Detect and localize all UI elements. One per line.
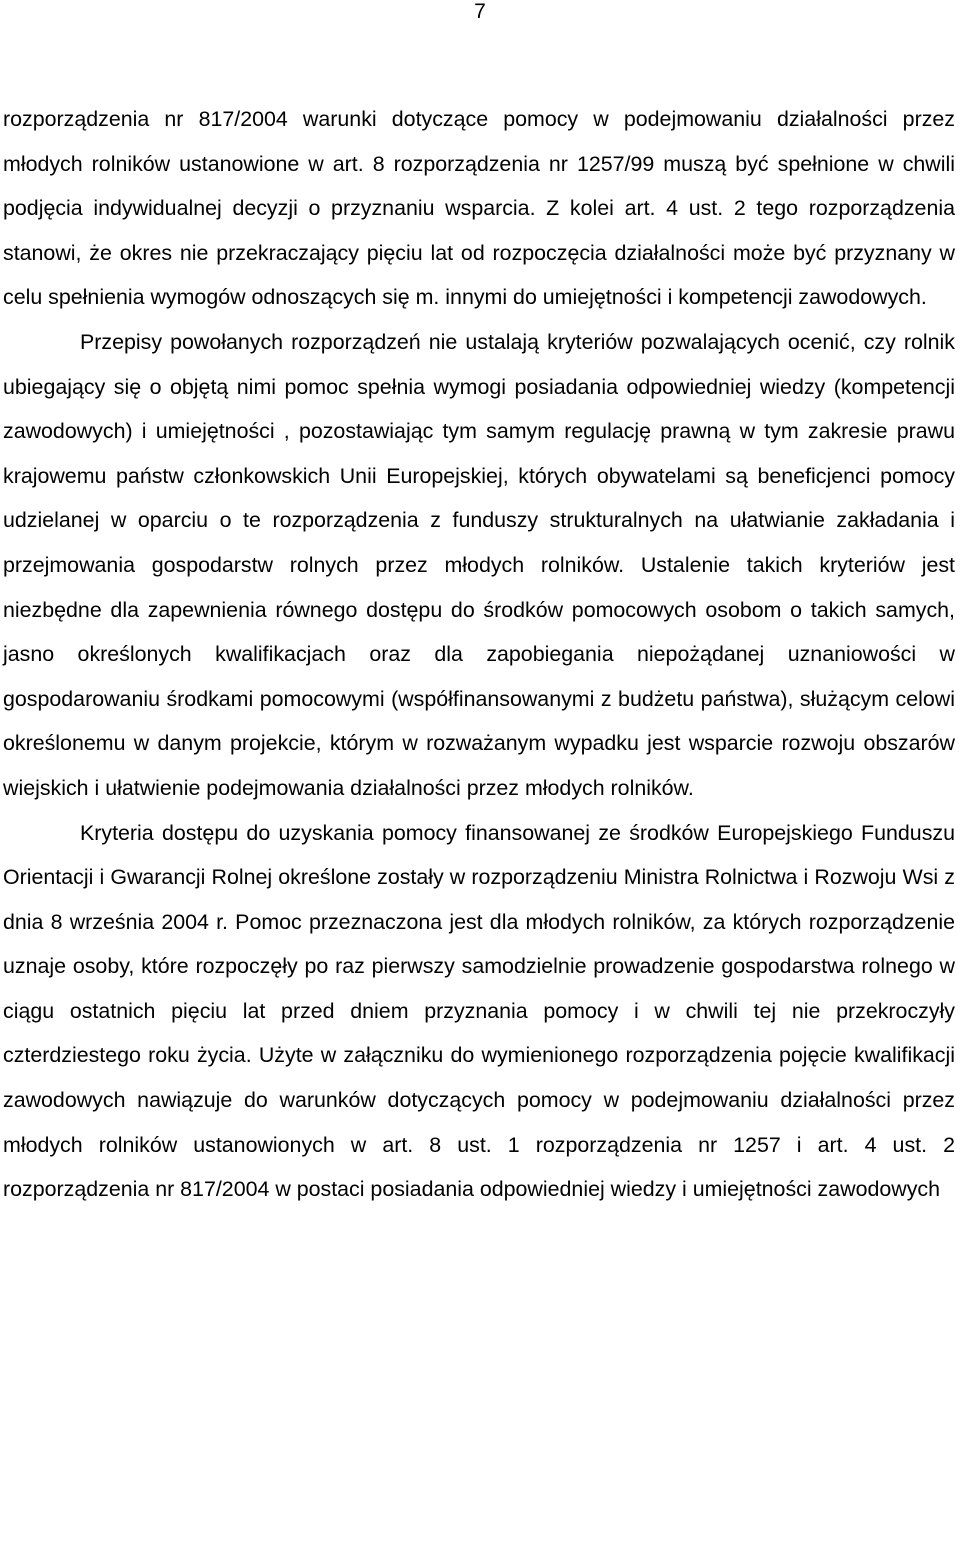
document-body — [3, 97, 955, 1212]
paragraph-3: Kryteria dostępu do uzyskania pomocy finansowanej ze środków Europejskiego Funduszu Orientacji i Gwarancji Rolnej określone zostały w rozporządzeniu Ministra Rolnictwa i Rozwoju Wsi z dnia 8 września 2004 r. Pomoc przeznaczona jest dla młodych rolników, za których rozporządzenie uznaje osoby, które rozpoczęły po raz pierwszy samodzielnie prowadzenie gospodarstwa rolnego w ciągu ostatnich pięciu lat przed dniem przyznania pomocy i w chwili tej nie przekroczyły czterdziestego roku życia. Użyte w załączniku do wymienionego rozporządzenia pojęcie kwalifikacji zawodowych nawiązuje do warunków dotyczących pomocy w podejmowaniu działalności przez młodych rolników ustanowionych w art. 8 ust. 1 rozporządzenia nr 1257 i art. 4 ust. 2 rozporządzenia nr 817/2004 w postaci posiadania odpowiedniej wiedzy i umiejętności zawodowych — [3, 820, 955, 1202]
paragraph-2: Przepisy powołanych rozporządzeń nie ustalają kryteriów pozwalających ocenić, czy rolnik ubiegający się o objętą nimi pomoc spełnia wymogi posiadania odpowiedniej wiedzy (kompetencji zawodowych) i umiejętności , pozostawiając tym samym regulację prawną w tym zakresie prawu krajowemu państw członkowskich Unii Europejskiej, których obywatelami są beneficjenci pomocy udzielanej w oparciu o te rozporządzenia z funduszy strukturalnych na ułatwianie zakładania i przejmowania gospodarstw rolnych przez młodych rolników. Ustalenie takich kryteriów jest niezbędne dla zapewnienia równego dostępu do środków pomocowych osobom o takich samych, jasno określonych kwalifikacjach oraz dla zapobiegania niepożądanej uznaniowości w gospodarowaniu środkami pomocowymi (współfinansowanymi z budżetu państwa), służącym celowi określonemu w danym projekcie, którym w rozważanym wypadku jest wsparcie rozwoju obszarów wiejskich i ułatwienie podejmowania działalności przez młodych rolników. — [3, 329, 955, 800]
page-number: 7 — [474, 0, 486, 23]
paragraph-1: rozporządzenia nr 817/2004 warunki dotyczące pomocy w podejmowaniu działalności przez młodych rolników ustanowione w art. 8 rozporządzenia nr 1257/99 muszą być spełnione w chwili podjęcia indywidualnej decyzji o przyznaniu wsparcia. Z kolei art. 4 ust. 2 tego rozporządzenia stanowi, że okres nie przekraczający pięciu lat od rozpoczęcia działalności może być przyznany w celu spełnienia wymogów odnoszących się m. innymi do umiejętności i kompetencji zawodowych. — [3, 107, 955, 310]
